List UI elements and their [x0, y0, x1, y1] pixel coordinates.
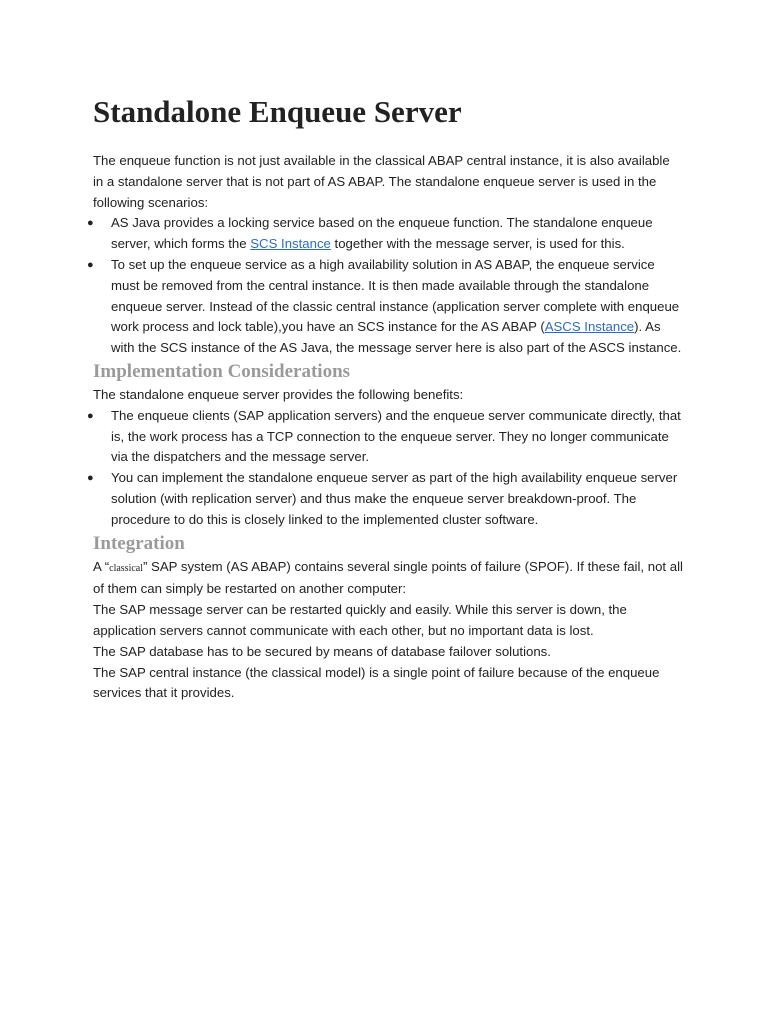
- intro-paragraph: The enqueue function is not just available in the classical ABAP central instance, it is also available in a standalone server that is not part of AS ABAP. The standalone enqueue server is used in the following scenarios:: [93, 153, 670, 210]
- ascs-instance-link[interactable]: ASCS Instance: [544, 319, 635, 335]
- scenario-text: together with the message server, is used for this.: [330, 236, 625, 252]
- scenario-text: AS Java provides a locking service based on the enqueue function. The standalone enqueue server, which forms the: [111, 215, 653, 252]
- bullet-icon: ●: [87, 258, 94, 271]
- quote-open: A “: [93, 558, 110, 574]
- document-page: [87, 92, 683, 704]
- scenario-item-ascs: [87, 255, 683, 359]
- bullet-icon: ●: [87, 409, 94, 422]
- scenario-text: ). As with the SCS instance of the AS Java, the message server here is also part of the ASCS instance.: [111, 319, 682, 356]
- integration-paragraph-spof: [93, 557, 683, 601]
- spof-text: ” SAP system (AS ABAP) contains several single points of failure (SPOF). If these fail, not all of them can simply be restarted on another computer:: [93, 558, 683, 597]
- benefit-item: [87, 468, 683, 530]
- document-title: Standalone Enqueue Server: [93, 94, 462, 129]
- scenario-list: [87, 213, 683, 359]
- bullet-icon: ●: [87, 472, 94, 485]
- integration-paragraph-central-instance: The SAP central instance (the classical model) is a single point of failure because of the enqueue services that it provides.: [93, 664, 660, 701]
- integration-paragraph-database: The SAP database has to be secured by means of database failover solutions.: [93, 643, 551, 659]
- bullet-icon: ●: [87, 217, 94, 230]
- benefit-text: You can implement the standalone enqueue server as part of the high availability enqueue server solution (with replication server) and thus make the enqueue server breakdown-proof. The procedure to do this is closely linked to the implemented cluster software.: [111, 470, 678, 527]
- scs-instance-link[interactable]: SCS Instance: [250, 236, 331, 252]
- implementation-heading: Implementation Considerations: [93, 360, 351, 382]
- scenario-item-scs: [87, 213, 683, 255]
- classical-word: classical: [109, 562, 143, 574]
- benefit-item: [87, 406, 683, 468]
- benefit-text: The enqueue clients (SAP application servers) and the enqueue server communicate directly, that is, the work process has a TCP connection to the enqueue server. They no longer communicate via the dispatchers and the message server.: [111, 407, 681, 465]
- benefits-list: [87, 406, 683, 531]
- integration-heading: Integration: [93, 532, 185, 554]
- integration-paragraph-message-server: The SAP message server can be restarted quickly and easily. While this server is down, the application servers cannot communicate with each other, but no important data is lost.: [93, 602, 627, 638]
- scenario-text: To set up the enqueue service as a high availability solution in AS ABAP, the enqueue service must be removed from the central instance. It is then made available through the standalone enqueue server. Instead of the classic central instance (application server complete with enqueue work process and lock table),you have an SCS instance for the AS ABAP (: [111, 256, 680, 335]
- implementation-intro: The standalone enqueue server provides the following benefits:: [93, 386, 464, 402]
